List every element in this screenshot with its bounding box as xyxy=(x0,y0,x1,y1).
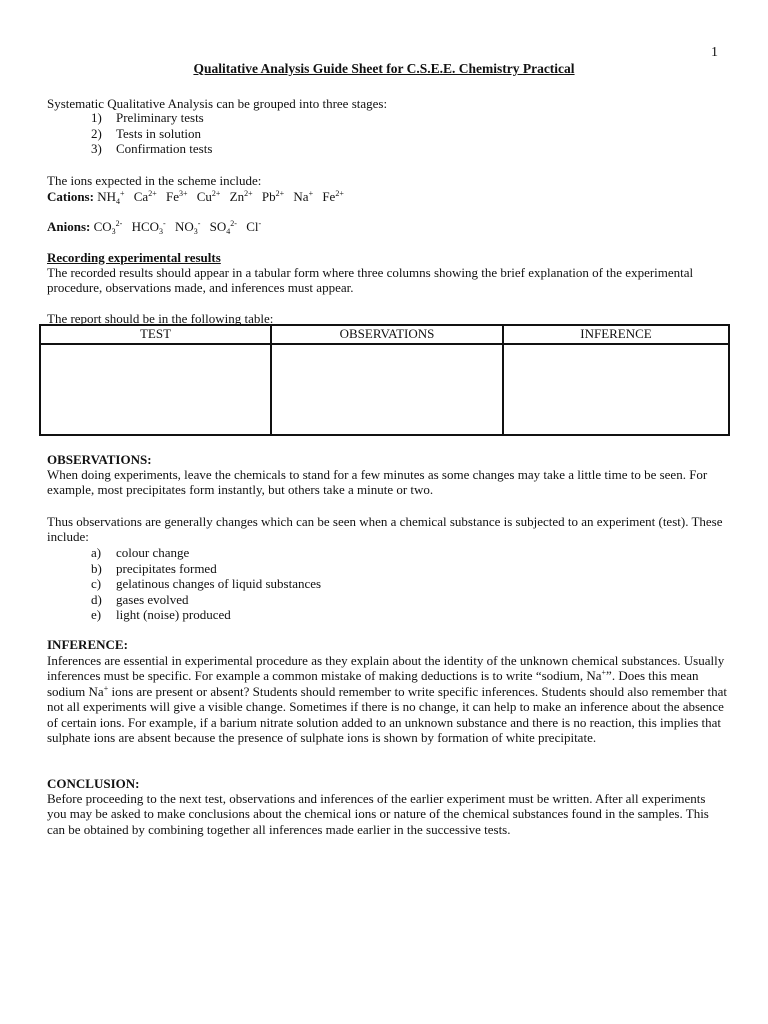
list-item: a) colour change xyxy=(91,545,190,560)
table-lead: The report should be in the following table: xyxy=(47,311,274,326)
cation-ion: Na+ xyxy=(293,189,314,204)
conclusion-heading: CONCLUSION: xyxy=(47,776,140,791)
observations-paragraph-1: When doing experiments, leave the chemicals to stand for a few minutes as some changes may take a little time to be seen. For example, most precipitates form instantly, but others take a minute or two. xyxy=(47,467,708,498)
anion-ion: $CO_3^{2-}$ xyxy=(93,219,123,236)
page-number: 1 xyxy=(711,45,718,60)
ions-lead: The ions expected in the scheme include: xyxy=(47,173,262,188)
anions-list xyxy=(94,219,268,234)
cations-line xyxy=(47,189,350,204)
observations-list xyxy=(91,545,321,623)
table-cell xyxy=(40,344,271,435)
conclusion-paragraph: Before proceeding to the next test, observations and inferences of the earlier experiment must be written. After all experiments you may be asked to make conclusions about the chemical ions or nature of the chemical substances found in the samples. This can be obtained by combining together all inferences made earlier in the successive tests. xyxy=(47,791,709,837)
anions-line xyxy=(47,219,267,234)
inference-heading: INFERENCE: xyxy=(47,637,128,652)
recording-heading: Recording experimental results xyxy=(47,250,221,265)
table-header-row xyxy=(40,325,729,344)
inference-paragraph: Inferences are essential in experimental procedure as they explain about the identity of the unknown chemical substances. Usually inferences must be specific. For example a common mistake of making deductions is to write “sodium, Na+”. Does this mean sodium Na+ ions are present or absent? Students should remember to write specific inferences. Students should also remember that not all experiments will give a visible change. Sometimes if there is no change, it can help to make an inference about the absence of certain ions. For example, if a barium nitrate solution added to an unknown substance and there is no reaction, this implies that sulphate ions are absent because the presence of sulphate ions is shown by formation of white precipitate. xyxy=(47,653,727,746)
cation-ion: $Pb^{2+}$ xyxy=(261,189,285,204)
cation-ion: $Ca^{2+}$ xyxy=(133,189,157,204)
stages-list xyxy=(91,110,212,157)
cation-ion: $Zn^{2+}$ xyxy=(229,189,253,204)
recording-text: The recorded results should appear in a tabular form where three columns showing the brief explanation of the experimental procedure, observations made, and inferences must appear. xyxy=(47,265,694,296)
page-title: Qualitative Analysis Guide Sheet for C.S.E.E. Chemistry Practical xyxy=(193,61,575,76)
table-row xyxy=(40,344,729,435)
anion-ion: $SO_4^{2-}$ xyxy=(209,219,237,236)
report-table xyxy=(39,324,730,436)
cation-ion: $Fe^{3+}$ xyxy=(165,189,188,204)
column-header-observations: OBSERVATIONS xyxy=(271,325,503,344)
table-cell xyxy=(271,344,503,435)
list-item: e) light (noise) produced xyxy=(91,607,231,622)
list-item: 1) Preliminary tests xyxy=(91,110,204,125)
anion-ion: Cl- xyxy=(246,219,262,234)
list-item: c) gelatinous changes of liquid substances xyxy=(91,576,322,591)
list-item: d) gases evolved xyxy=(91,591,189,607)
list-item: 2) Tests in solution xyxy=(91,125,202,141)
cation-ion: $NH_4^+$ xyxy=(97,189,125,206)
observations-paragraph-2: Thus observations are generally changes which can be seen when a chemical substance is subjected to an experiment (test). These include: xyxy=(47,514,723,545)
anions-label: Anions: xyxy=(47,219,91,234)
cations-label: Cations: xyxy=(47,189,94,204)
column-header-inference: INFERENCE xyxy=(503,325,729,344)
observations-heading: OBSERVATIONS: xyxy=(47,452,152,467)
column-header-test: TEST xyxy=(40,325,271,344)
intro-lead: Systematic Qualitative Analysis can be grouped into three stages: xyxy=(47,96,388,111)
list-item: 3) Confirmation tests xyxy=(91,141,213,156)
cation-ion: $Cu^{2+}$ xyxy=(196,189,221,204)
anion-ion: $HCO_3^-$ xyxy=(131,219,166,236)
cations-list xyxy=(97,189,350,204)
list-item: b) precipitates formed xyxy=(91,560,217,576)
anion-ion: $NO_3^-$ xyxy=(174,219,201,236)
cation-ion: $Fe^{2+}$ xyxy=(322,189,344,204)
table-cell xyxy=(503,344,729,435)
